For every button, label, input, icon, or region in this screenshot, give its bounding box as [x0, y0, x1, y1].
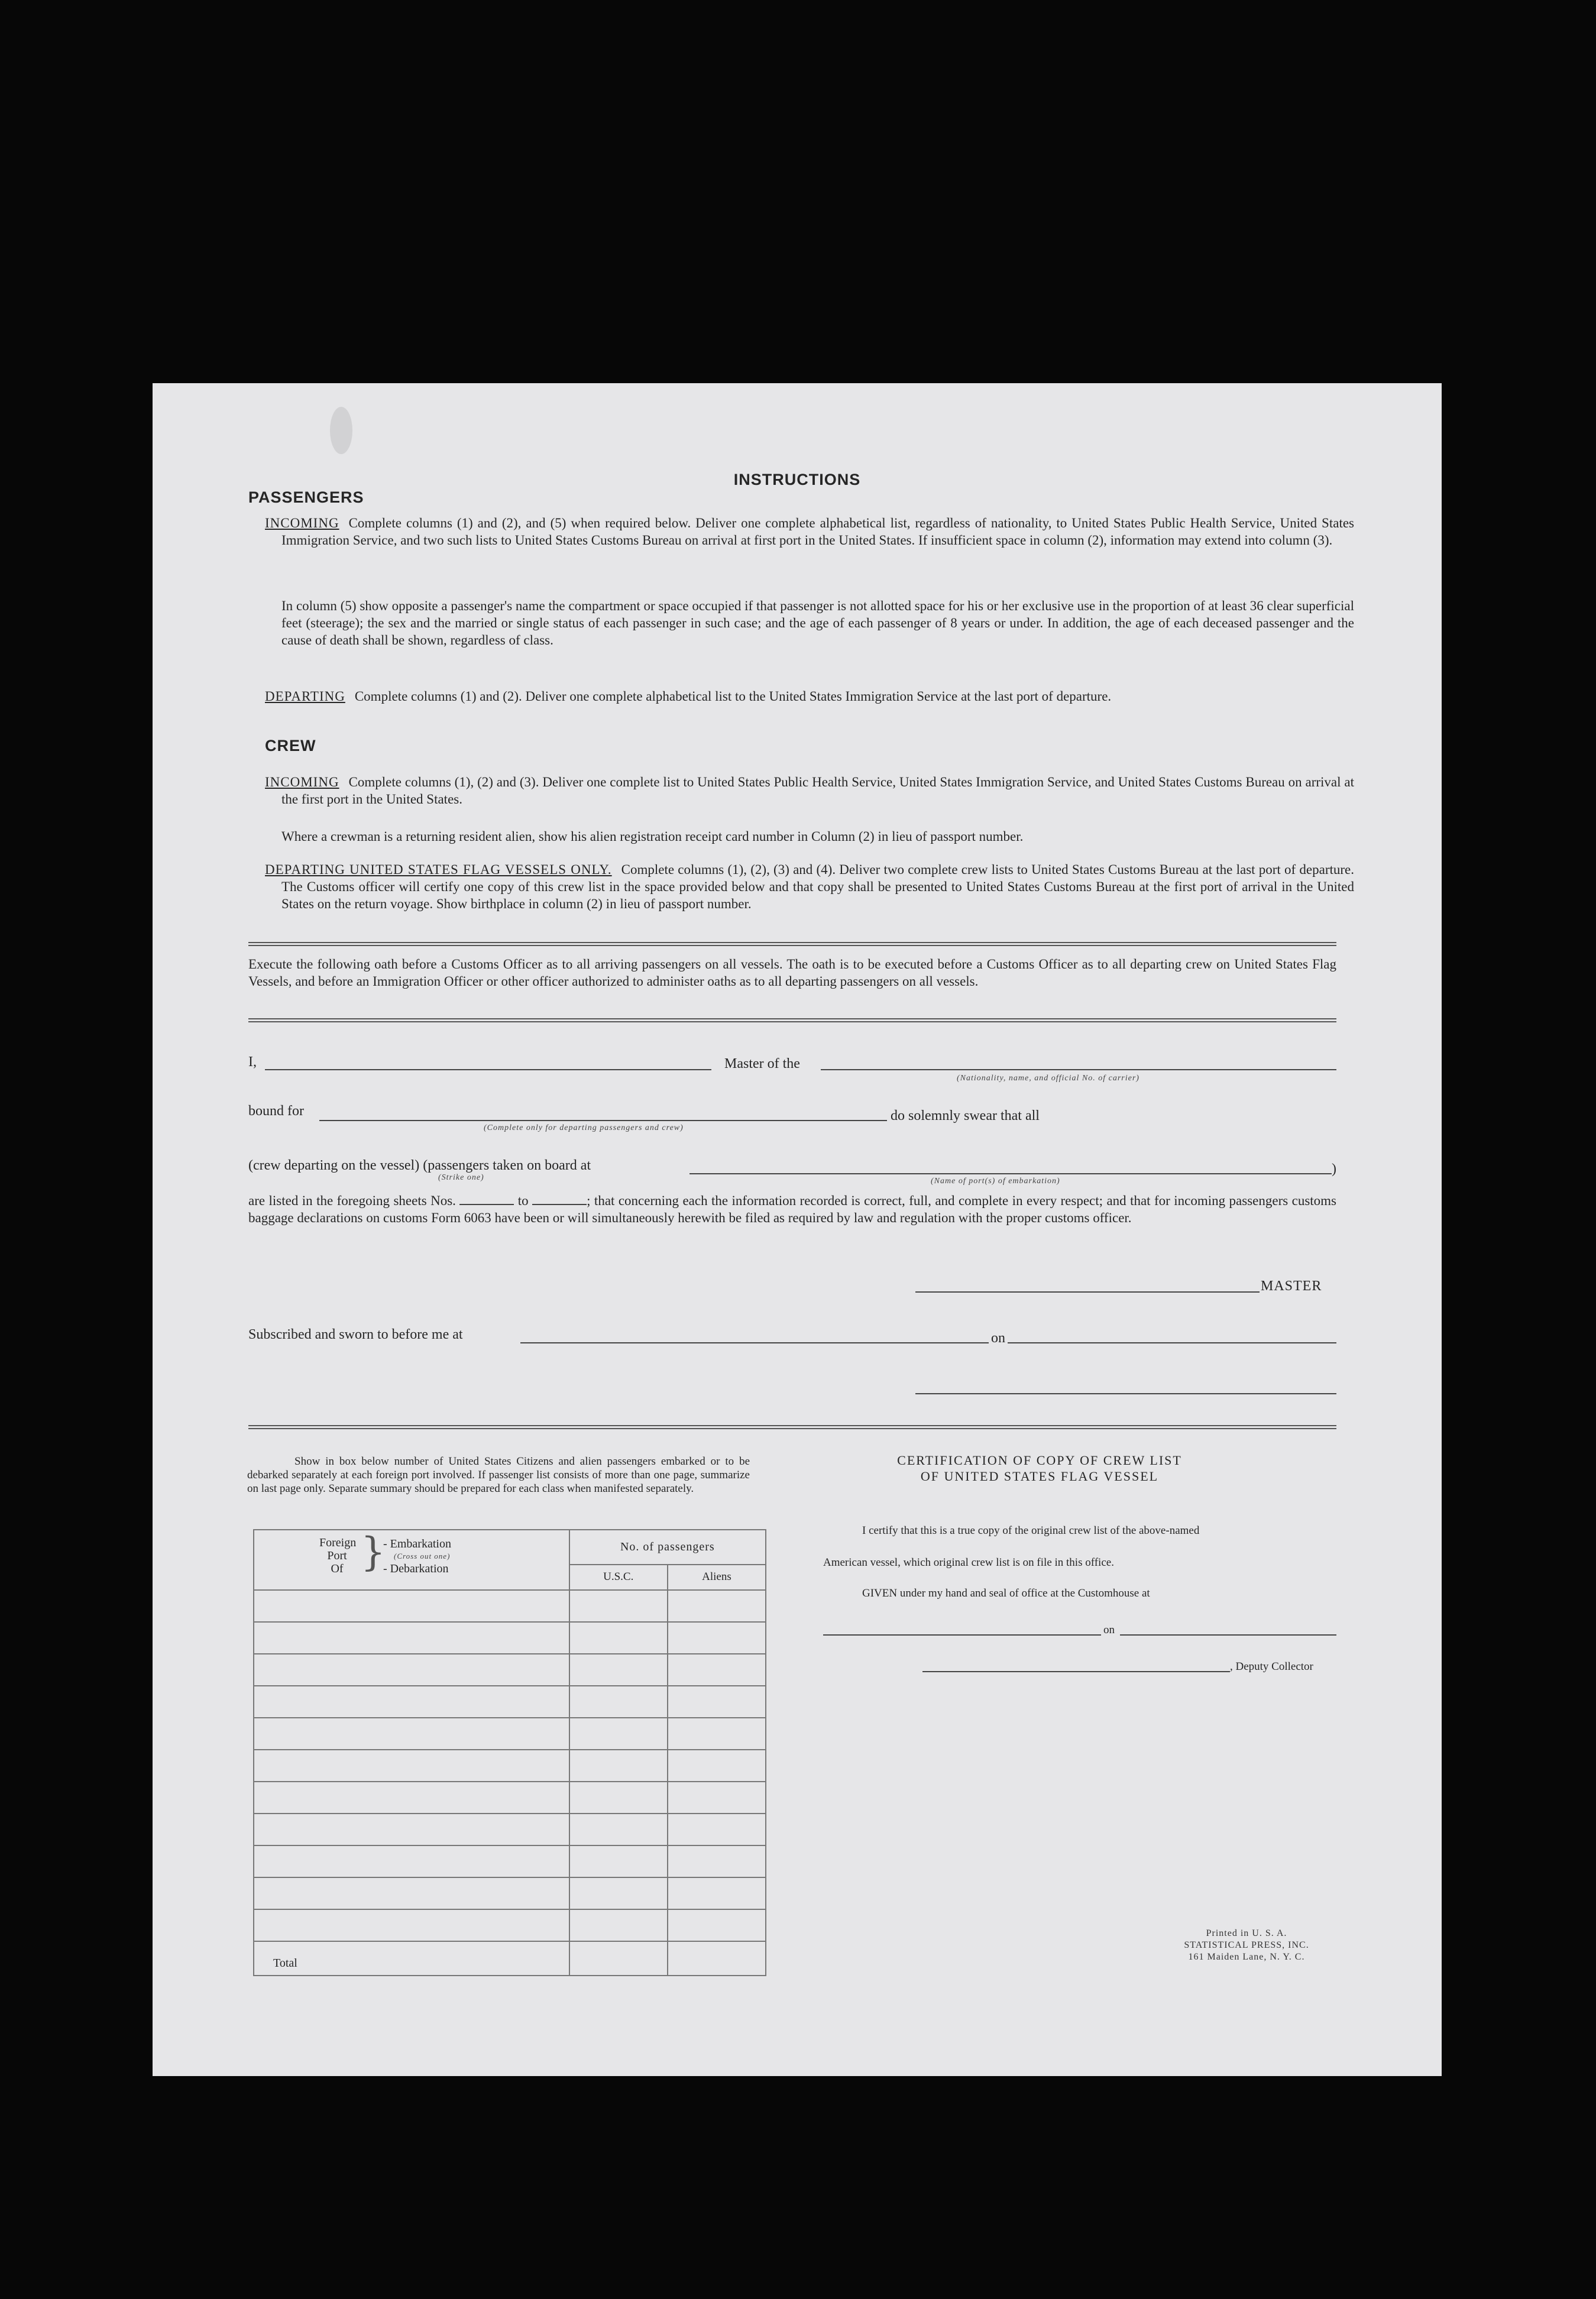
- aliens-cell[interactable]: [668, 1877, 766, 1909]
- crew-departing-label: (crew departing on the vessel) (passengers taken on board at: [248, 1158, 591, 1173]
- divider-double-3: [248, 1425, 1336, 1429]
- port-cell[interactable]: [254, 1654, 569, 1686]
- aliens-cell[interactable]: [668, 1909, 766, 1941]
- master-of-the-label: Master of the: [724, 1056, 800, 1071]
- certification-title-line2: OF UNITED STATES FLAG VESSEL: [920, 1469, 1159, 1484]
- sworn-date-line[interactable]: [1008, 1342, 1336, 1343]
- strike-one-caption: (Strike one): [438, 1173, 484, 1182]
- table-row: [254, 1909, 766, 1941]
- certify-line1: I certify that this is a true copy of the original crew list of the above-named: [862, 1524, 1200, 1537]
- foreign-port-header: [254, 1530, 569, 1590]
- table-row: [254, 1686, 766, 1718]
- debarkation-label: - Debarkation: [383, 1562, 449, 1575]
- crew-incoming-text: Complete columns (1), (2) and (3). Deliver one complete list to United States Public Health Service, United States Immigration Service, and United States Customs Bureau on arrival at the first port in the United States.: [281, 775, 1354, 807]
- table-row: [254, 1718, 766, 1750]
- port-cell[interactable]: [254, 1782, 569, 1814]
- foreign-port-word: Foreign: [319, 1536, 357, 1549]
- form-sheet: [153, 383, 1442, 2076]
- port-cell[interactable]: [254, 1750, 569, 1782]
- column5-paragraph: In column (5) show opposite a passenger's name the compartment or space occupied if that passenger is not allotted space for his or her exclusive use in the proportion of at least 36 clear superficial feet (steerage); the sex and the married or single status of each passenger in such case; and the age of each passenger of 8 years or under. In addition, the age of each deceased passenger and the cause of death shall be shown, regardless of class.: [281, 598, 1354, 647]
- usc-cell[interactable]: [569, 1654, 668, 1686]
- bound-for-line[interactable]: [319, 1120, 887, 1121]
- table-row: [254, 1877, 766, 1909]
- instructions-title: INSTRUCTIONS: [733, 471, 861, 488]
- customhouse-line[interactable]: [823, 1634, 1101, 1636]
- master-label: MASTER: [1261, 1278, 1322, 1294]
- aliens-cell[interactable]: [668, 1686, 766, 1718]
- table-row: [254, 1750, 766, 1782]
- close-paren: ): [1332, 1161, 1336, 1177]
- of-word: Of: [331, 1562, 344, 1575]
- usc-cell[interactable]: [569, 1814, 668, 1845]
- table-row: [254, 1622, 766, 1654]
- embarkation-label: - Embarkation: [383, 1537, 451, 1550]
- nationality-caption: (Nationality, name, and official No. of carrier): [957, 1074, 1139, 1083]
- passengers-departing-paragraph: [265, 688, 1354, 705]
- usc-cell[interactable]: [569, 1877, 668, 1909]
- master-signature-line[interactable]: [915, 1291, 1260, 1293]
- total-aliens-cell[interactable]: [668, 1941, 766, 1976]
- subscribed-label: Subscribed and sworn to before me at: [248, 1327, 463, 1342]
- usc-cell[interactable]: [569, 1750, 668, 1782]
- usc-header: U.S.C.: [569, 1565, 668, 1590]
- printer-line3: 161 Maiden Lane, N. Y. C.: [1188, 1952, 1305, 1962]
- certification-title-line1: CERTIFICATION OF COPY OF CREW LIST: [897, 1453, 1182, 1468]
- aliens-cell[interactable]: [668, 1718, 766, 1750]
- aliens-cell[interactable]: [668, 1782, 766, 1814]
- crew-incoming-paragraph: [265, 773, 1354, 808]
- table-row: [254, 1590, 766, 1622]
- summary-instructions: Show in box below number of United States Citizens and alien passengers embarked or to be debarked separately at each foreign port involved. If passenger list consists of more than one page, summarize on last page only. Separate summary should be prepared for each class when manifested separately.: [247, 1455, 750, 1495]
- divider-double: [248, 942, 1336, 946]
- bound-for-label: bound for: [248, 1103, 304, 1119]
- table-row: [254, 1654, 766, 1686]
- listed-to: to: [517, 1193, 529, 1208]
- aliens-cell[interactable]: [668, 1845, 766, 1877]
- aliens-cell[interactable]: [668, 1590, 766, 1622]
- divider-double-2: [248, 1018, 1336, 1022]
- incoming-text: Complete columns (1) and (2), and (5) when required below. Deliver one complete alphabetical list, regardless of nationality, to United States Public Health Service, United States Immigration Service, and two such lists to United States Customs Bureau on arrival at first port in the United States. If insufficient space in column (2), information may extend into column (3).: [281, 516, 1354, 548]
- deputy-collector-label: , Deputy Collector: [1230, 1660, 1313, 1673]
- certification-on-label: on: [1103, 1624, 1115, 1636]
- usc-cell[interactable]: [569, 1845, 668, 1877]
- departing-text: Complete columns (1) and (2). Deliver one complete alphabetical list to the United States Immigration Service at the last port of departure.: [354, 689, 1112, 704]
- certification-title: [833, 1452, 1247, 1484]
- departing-lead: DEPARTING: [265, 689, 345, 704]
- passengers-incoming-paragraph: [265, 514, 1354, 549]
- deputy-signature-line[interactable]: [922, 1671, 1230, 1672]
- port-cell[interactable]: [254, 1590, 569, 1622]
- sheet-to-blank[interactable]: [532, 1204, 587, 1205]
- usc-cell[interactable]: [569, 1909, 668, 1941]
- port-cell[interactable]: [254, 1686, 569, 1718]
- printer-line2: STATISTICAL PRESS, INC.: [1184, 1940, 1309, 1950]
- table-row: [254, 1814, 766, 1845]
- flag-vessels-lead: DEPARTING UNITED STATES FLAG VESSELS ONLY.: [265, 862, 612, 877]
- sworn-on-label: on: [991, 1330, 1005, 1346]
- table-row: [254, 1845, 766, 1877]
- usc-cell[interactable]: [569, 1718, 668, 1750]
- listed-text: ; that concerning each the information recorded is correct, full, and complete in every respect; and that for incoming passengers customs baggage declarations on customs Form 6063 have been or will simultaneously herewith be filed as required by law and regulation with the proper customs officer.: [248, 1193, 1337, 1225]
- port-cell[interactable]: [254, 1622, 569, 1654]
- aliens-header: Aliens: [668, 1565, 766, 1590]
- officer-signature-line[interactable]: [915, 1393, 1336, 1394]
- flag-vessels-paragraph: [265, 861, 1354, 912]
- usc-cell[interactable]: [569, 1686, 668, 1718]
- crewman-paragraph: Where a crewman is a returning resident alien, show his alien registration receipt card number in Column (2) in lieu of passport number.: [281, 829, 1024, 844]
- given-line: GIVEN under my hand and seal of office at the Customhouse at: [862, 1587, 1150, 1599]
- aliens-cell[interactable]: [668, 1750, 766, 1782]
- solemnly-swear-label: do solemnly swear that all: [891, 1108, 1040, 1123]
- crew-incoming-lead: INCOMING: [265, 775, 339, 789]
- name-of-ports-caption: (Name of port(s) of embarkation): [931, 1177, 1060, 1186]
- aliens-cell[interactable]: [668, 1654, 766, 1686]
- usc-cell[interactable]: [569, 1622, 668, 1654]
- master-name-line[interactable]: [265, 1069, 711, 1070]
- complete-only-caption: (Complete only for departing passengers and crew): [484, 1123, 684, 1132]
- port-cell[interactable]: [254, 1814, 569, 1845]
- total-label: Total: [254, 1941, 569, 1976]
- aliens-cell[interactable]: [668, 1622, 766, 1654]
- oath-i-label: I,: [248, 1054, 257, 1070]
- usc-cell[interactable]: [569, 1590, 668, 1622]
- port-cell[interactable]: [254, 1845, 569, 1877]
- sheet-from-blank[interactable]: [459, 1204, 514, 1205]
- printer-line1: Printed in U. S. A.: [1206, 1928, 1287, 1938]
- embarkation-port-line[interactable]: [689, 1173, 1332, 1174]
- aliens-cell[interactable]: [668, 1814, 766, 1845]
- port-cell[interactable]: [254, 1909, 569, 1941]
- total-usc-cell[interactable]: [569, 1941, 668, 1976]
- sworn-place-line[interactable]: [520, 1342, 989, 1343]
- table-row: [254, 1782, 766, 1814]
- certify-line2: American vessel, which original crew list is on file in this office.: [823, 1556, 1114, 1569]
- cross-out-caption: (Cross out one): [394, 1552, 451, 1560]
- summary-rows: [254, 1590, 766, 1941]
- usc-cell[interactable]: [569, 1782, 668, 1814]
- no-of-passengers-header: No. of passengers: [569, 1530, 766, 1565]
- passengers-heading: PASSENGERS: [248, 488, 364, 506]
- brace-icon: }: [361, 1529, 386, 1575]
- oath-intro: Execute the following oath before a Customs Officer as to all arriving passengers on all vessels. The oath is to be executed before a Customs Officer as to all departing crew on United States Flag Vessels, and before an Immigration Officer or other officer authorized to administer oaths as to all departing passengers on all vessels.: [248, 957, 1336, 989]
- certification-date-line[interactable]: [1120, 1634, 1336, 1636]
- vessel-line[interactable]: [821, 1069, 1336, 1070]
- flag-vessels-text: Complete columns (1), (2), (3) and (4). Deliver two complete crew lists to United States Customs Bureau at the last port of departure. The Customs officer will certify one copy of this crew list in the space provided below and that copy shall be presented to United States Customs Bureau at the first port of arrival in the United States on the return voyage. Show birthplace in column (2) in lieu of passport number.: [281, 862, 1354, 911]
- port-word: Port: [327, 1549, 347, 1562]
- crew-heading: CREW: [265, 737, 316, 755]
- port-cell[interactable]: [254, 1877, 569, 1909]
- listed-prefix: are listed in the foregoing sheets Nos.: [248, 1193, 456, 1208]
- listed-paragraph: [248, 1192, 1336, 1226]
- incoming-lead: INCOMING: [265, 516, 339, 530]
- passenger-summary-table: [253, 1529, 766, 1976]
- pencil-mark: [330, 407, 352, 454]
- printer-imprint: [1158, 1928, 1335, 1963]
- port-cell[interactable]: [254, 1718, 569, 1750]
